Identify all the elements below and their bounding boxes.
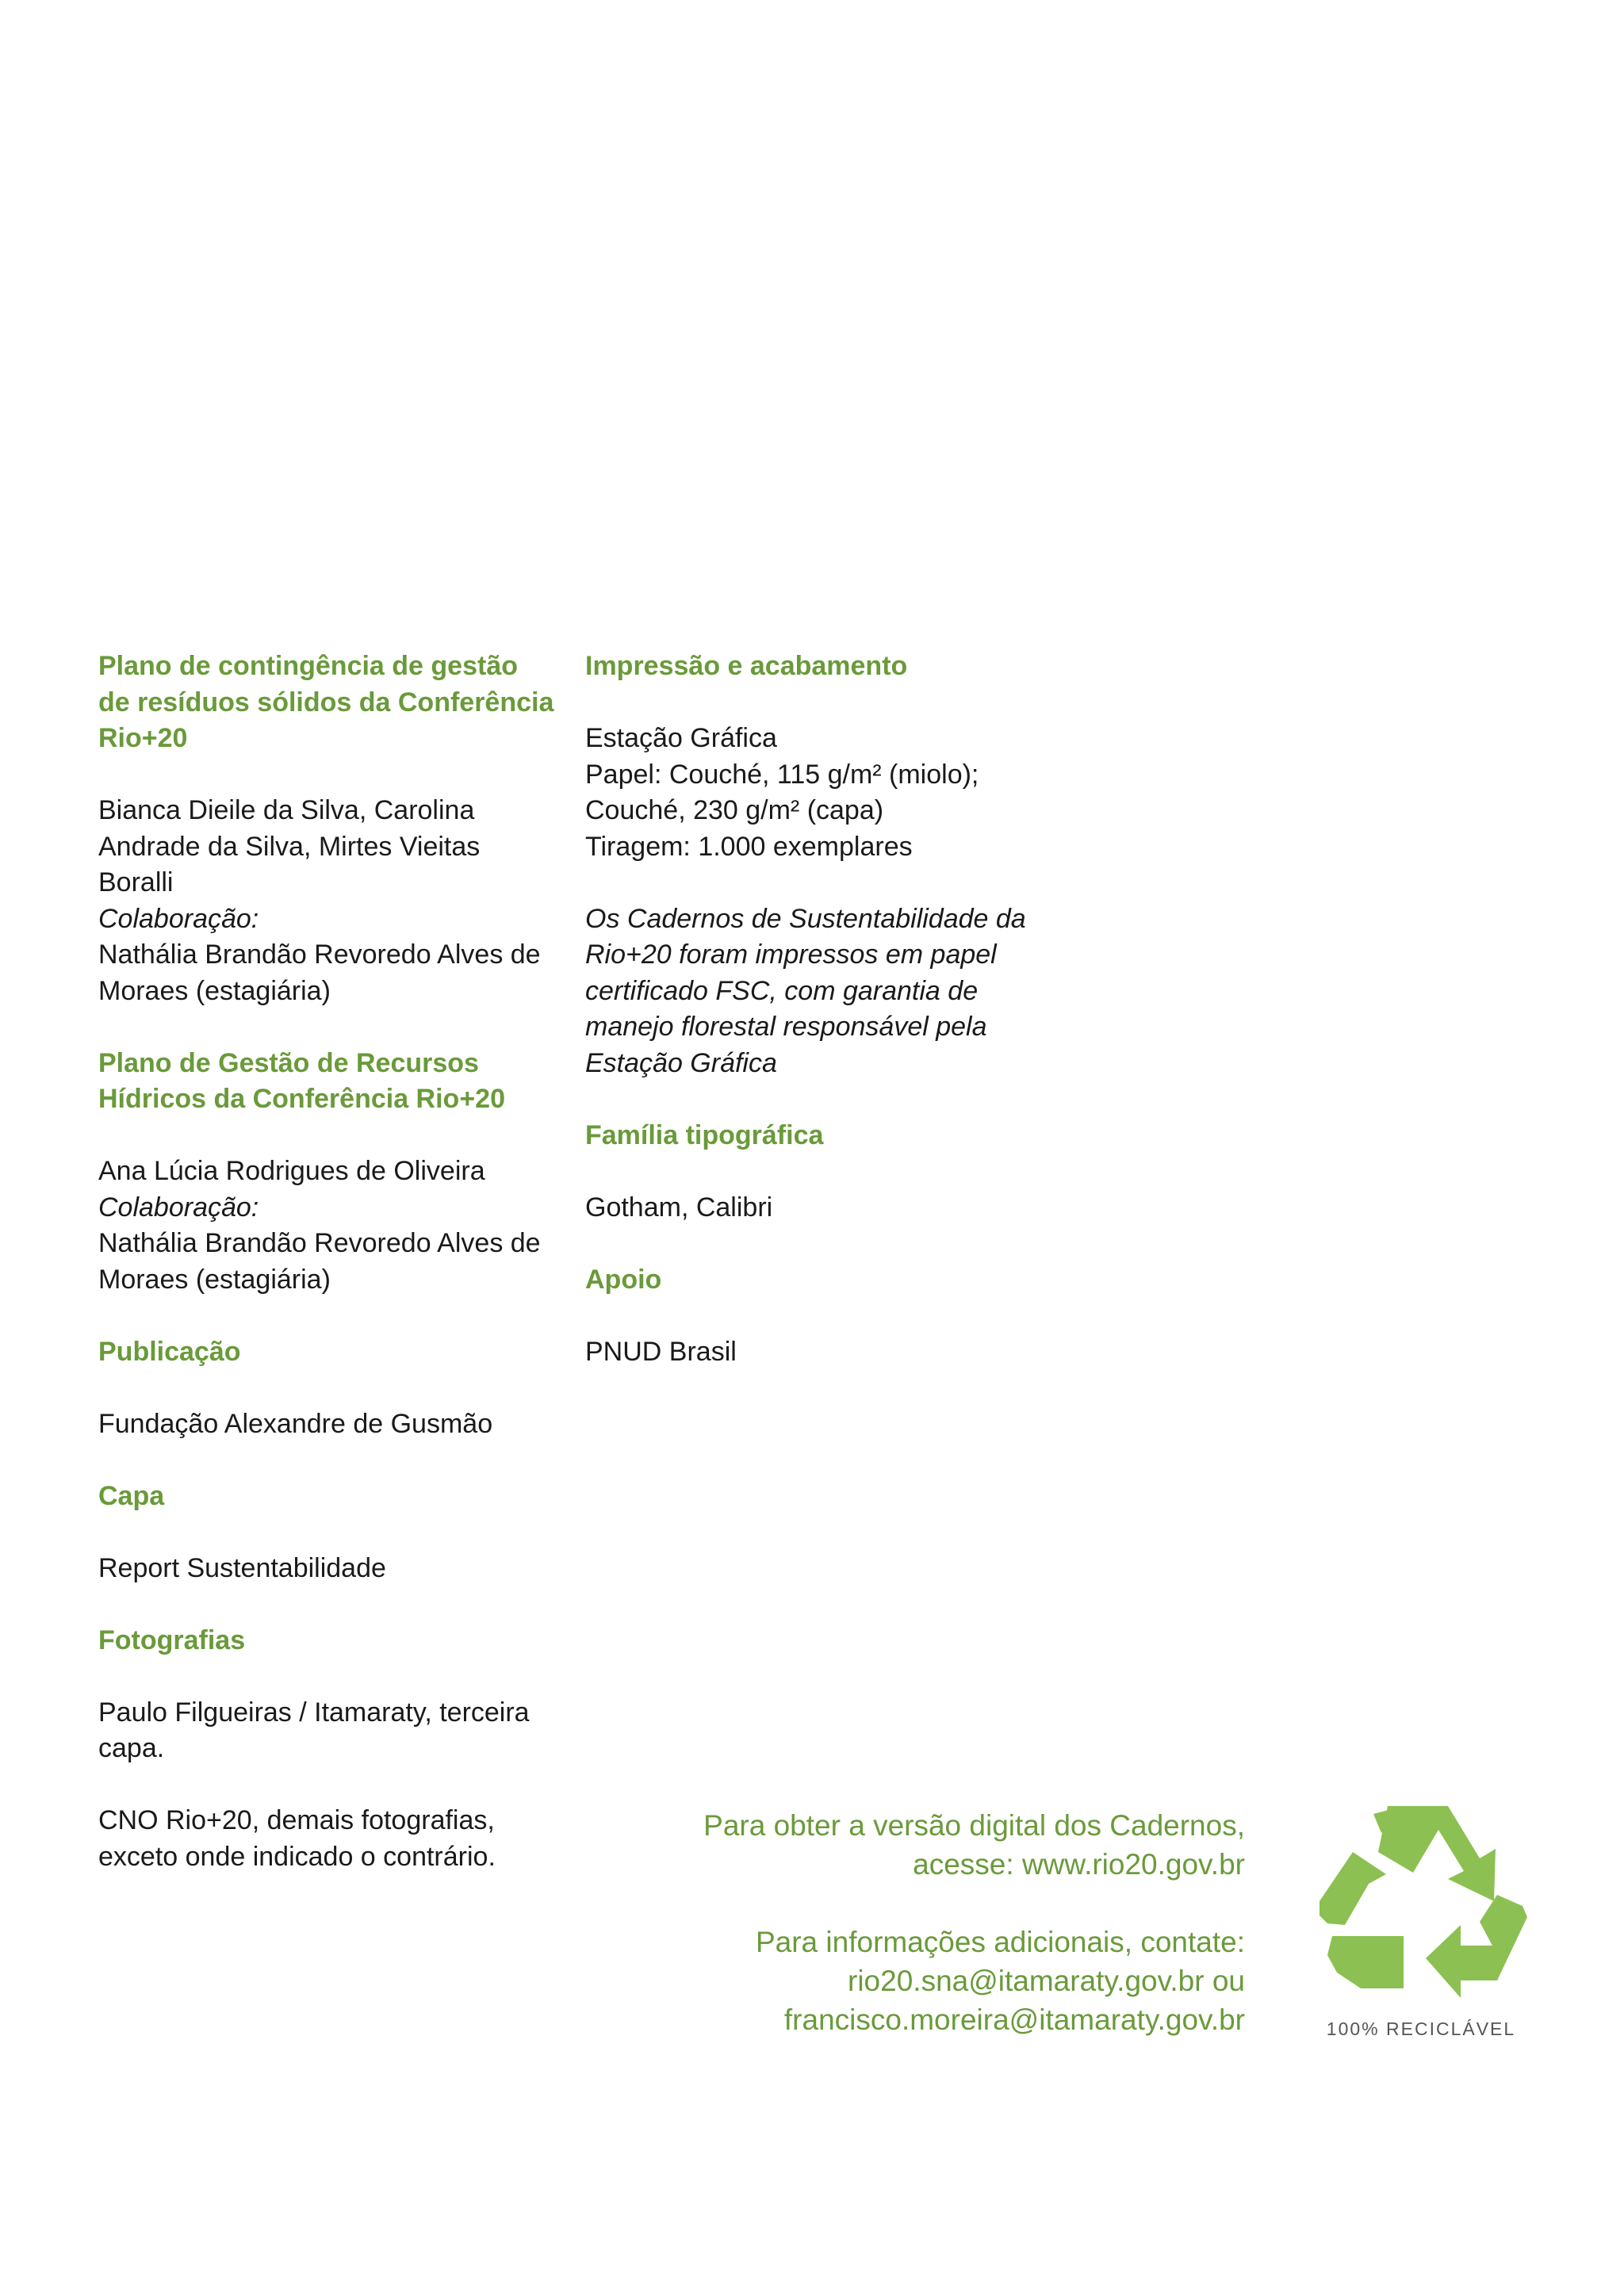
note-line: Estação Gráfica: [585, 1047, 777, 1078]
body-line: Papel: Couché, 115 g/m² (miolo);: [585, 759, 979, 790]
section-title-residuos: [98, 649, 566, 757]
body-line: Ana Lúcia Rodrigues de Oliveira: [98, 1156, 485, 1186]
section-body-fotografias-2: [98, 1803, 566, 1875]
body-line: Estação Gráfica: [585, 723, 777, 753]
section-title-line: Plano de contingência de gestão: [98, 651, 518, 681]
body-line: Nathália Brandão Revoredo Alves de: [98, 939, 541, 970]
note-line: Rio+20 foram impressos em papel: [585, 939, 997, 970]
body-line: CNO Rio+20, demais fotografias,: [98, 1805, 495, 1835]
section-title-fotografias: Fotografias: [98, 1624, 246, 1655]
recycle-logo: [1310, 1798, 1532, 2044]
recycle-label: 100% RECICLÁVEL: [1326, 2019, 1516, 2039]
note-line: certificado FSC, com garantia de: [585, 975, 979, 1006]
section-title-hidricos: [98, 1046, 566, 1118]
digital-version-text: [642, 1806, 1245, 1884]
section-body-hidricos: [98, 1154, 566, 1298]
note-line: manejo florestal responsável pela: [585, 1012, 987, 1042]
note-line: Os Cadernos de Sustentabilidade da: [585, 903, 1026, 934]
contact-block: [642, 1806, 1245, 2039]
section-title-line: Rio+20: [98, 723, 188, 753]
email-link-moreira[interactable]: francisco.moreira@itamaraty.gov.br: [783, 2003, 1245, 2036]
body-line: Nathália Brandão Revoredo Alves de: [98, 1228, 541, 1258]
info-text: [642, 1923, 1245, 2039]
section-title-line: Plano de Gestão de Recursos: [98, 1047, 479, 1078]
fsc-note: [585, 901, 1077, 1082]
collaboration-label: Colaboração:: [98, 903, 259, 934]
left-column: [98, 649, 566, 1875]
collaboration-label: Colaboração:: [98, 1192, 259, 1223]
body-line: Moraes (estagiária): [98, 1264, 331, 1295]
section-body-residuos: [98, 793, 566, 1009]
email-link-sna[interactable]: rio20.sna@itamaraty.gov.br ou: [848, 1965, 1245, 1997]
section-body-impressao: [585, 721, 1077, 865]
website-link[interactable]: acesse: www.rio20.gov.br: [913, 1848, 1245, 1881]
section-body-publicacao: Fundação Alexandre de Gusmão: [98, 1408, 493, 1439]
body-line: Bianca Dieile da Silva, Carolina: [98, 795, 475, 825]
body-line: Moraes (estagiária): [98, 975, 331, 1006]
section-title-apoio: Apoio: [585, 1264, 662, 1295]
section-title-familia: Família tipográfica: [585, 1119, 824, 1150]
body-line: Couché, 230 g/m² (capa): [585, 795, 884, 825]
section-title-publicacao: Publicação: [98, 1336, 241, 1367]
section-body-capa: Report Sustentabilidade: [98, 1552, 386, 1583]
body-line: exceto onde indicado o contrário.: [98, 1841, 496, 1872]
section-body-familia: Gotham, Calibri: [585, 1192, 773, 1223]
section-body-apoio: PNUD Brasil: [585, 1336, 737, 1367]
body-line: Andrade da Silva, Mirtes Vieitas: [98, 831, 481, 862]
body-line: capa.: [98, 1733, 165, 1763]
body-line: Paulo Filgueiras / Itamaraty, terceira: [98, 1697, 530, 1728]
contact-line: Para informações adicionais, contate:: [755, 1926, 1245, 1958]
right-column: [585, 649, 1077, 1370]
section-title-line: Hídricos da Conferência Rio+20: [98, 1084, 505, 1114]
contact-line: Para obter a versão digital dos Cadernos,: [703, 1809, 1245, 1842]
section-title-impressao: Impressão e acabamento: [585, 651, 908, 681]
body-line: Boralli: [98, 867, 174, 897]
body-line: Tiragem: 1.000 exemplares: [585, 831, 913, 862]
section-body-fotografias: [98, 1695, 566, 1767]
section-title-capa: Capa: [98, 1480, 165, 1511]
section-title-line: de resíduos sólidos da Conferência: [98, 687, 554, 718]
recycle-icon: [1310, 1798, 1532, 2012]
